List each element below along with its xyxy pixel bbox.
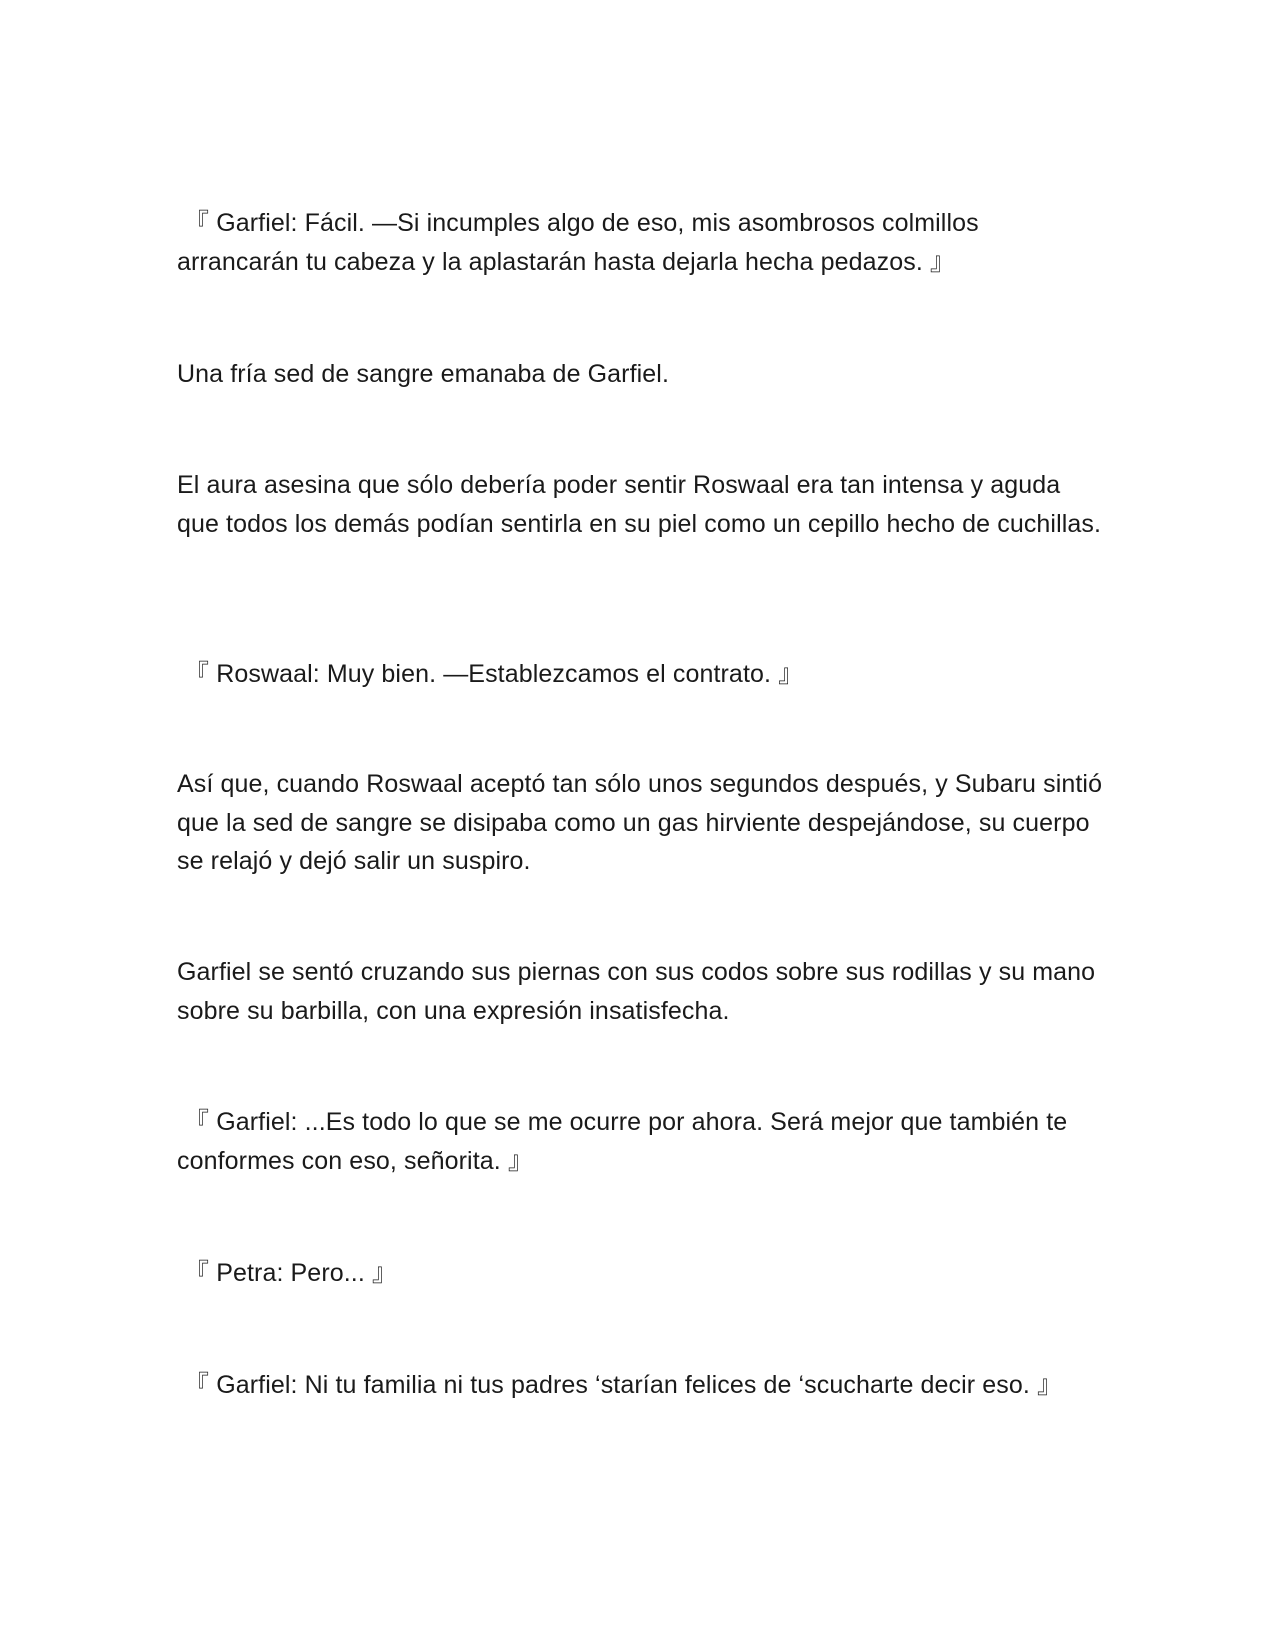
- paragraph-narration-1: Una fría sed de sangre emanaba de Garfiel.: [177, 360, 669, 388]
- paragraph-narration-3: Así que, cuando Roswaal aceptó tan sólo unos segundos después, y Subaru sintió que la sed de sangre se disipaba como un gas hirviente despejándose, su cuerpo se relajó y dejó salir un suspiro.: [177, 770, 1103, 875]
- paragraph-narration-4: Garfiel se sentó cruzando sus piernas con sus codos sobre sus rodillas y su mano sobre su barbilla, con una expresión insatisfecha.: [177, 958, 1096, 1025]
- paragraph-roswaal-dialogue: 『 Roswaal: Muy bien. —Establezcamos el contrato. 』: [177, 660, 804, 688]
- paragraph-garfiel-dialogue-2: 『 Garfiel: ...Es todo lo que se me ocurre por ahora. Será mejor que también te conformes con eso, señorita. 』: [177, 1108, 1068, 1175]
- paragraph-garfiel-dialogue-3: 『 Garfiel: Ni tu familia ni tus padres ‘starían felices de ‘scucharte decir eso. 』: [177, 1371, 1063, 1399]
- paragraph-narration-2: El aura asesina que sólo debería poder sentir Roswaal era tan intensa y aguda que todos los demás podían sentirla en su piel como un cepillo hecho de cuchillas.: [177, 471, 1102, 538]
- paragraph-petra-dialogue: 『 Petra: Pero... 』: [177, 1259, 398, 1287]
- paragraph-garfiel-dialogue-1: 『 Garfiel: Fácil. —Si incumples algo de eso, mis asombrosos colmillos arrancarán tu cabeza y la aplastarán hasta dejarla hecha pedazos. 』: [177, 209, 979, 276]
